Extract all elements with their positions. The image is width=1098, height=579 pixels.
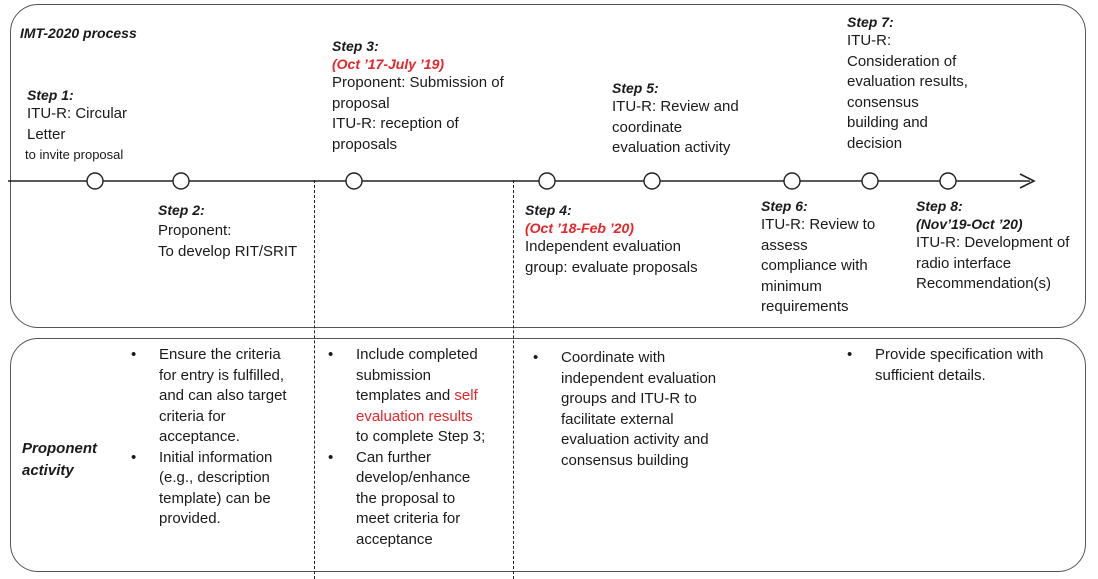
step-6-line: minimum	[761, 277, 822, 295]
bullet-line: submission	[356, 366, 432, 384]
activity-col-1	[125, 345, 287, 530]
step-3-line: proposals	[332, 135, 398, 153]
separator-step4-left	[513, 180, 514, 579]
step-5	[612, 79, 739, 159]
step-7-line: decision	[847, 134, 903, 152]
milestone-circle-step5	[644, 173, 660, 189]
milestone-circle-step2	[173, 173, 189, 189]
proponent-activity-label	[22, 438, 97, 482]
separator-step3-left	[314, 180, 315, 579]
activity-col-2	[322, 345, 485, 550]
step-4	[525, 201, 698, 278]
step-4-date: (Oct ’18-Feb ’20)	[525, 220, 634, 236]
step-3-line: ITU-R: reception of	[332, 115, 459, 132]
bullet-line: consensus building	[561, 451, 689, 469]
milestone-circle-step8	[940, 173, 956, 189]
milestone-circle-step7	[862, 173, 878, 189]
list-item	[322, 345, 485, 448]
step-3-date: (Oct ’17-July ’19)	[332, 56, 445, 72]
step-6-line: assess	[761, 236, 808, 254]
step-7-label: Step 7:	[847, 14, 894, 30]
milestone-circle-step6	[784, 173, 800, 189]
step-3-line: proposal	[332, 94, 390, 112]
step-2-label: Step 2:	[158, 202, 205, 218]
self-evaluation-highlight: evaluation results	[356, 407, 473, 425]
bullet-line: (e.g., description	[159, 469, 270, 486]
step-8	[916, 197, 1069, 295]
step-5-line: coordinate	[612, 118, 683, 136]
step-6	[761, 197, 875, 318]
self-evaluation-highlight: self	[454, 387, 478, 404]
step-1-line: ITU-R: Circular	[27, 105, 127, 122]
bullet-line: for entry is fulfilled,	[159, 366, 285, 384]
activity-col-4	[841, 345, 1043, 386]
step-4-line: Independent evaluation	[525, 238, 681, 255]
bullet-line: groups and ITU-R to	[561, 390, 697, 407]
bullet-line-mixed	[356, 386, 485, 407]
bullet-line: template) can be	[159, 489, 271, 507]
list-item	[125, 345, 287, 448]
step-5-line: evaluation activity	[612, 139, 731, 156]
step-1-label: Step 1:	[27, 87, 74, 103]
proponent-label-line: Proponent	[22, 440, 97, 457]
bullet-line: • Coordinate with	[561, 349, 666, 366]
bullet-line: • Ensure the criteria	[159, 346, 281, 363]
step-8-date: (Nov’19-Oct ’20)	[916, 216, 1023, 232]
bullet-line: meet criteria for	[356, 510, 461, 527]
step-8-line: Recommendation(s)	[916, 275, 1052, 292]
step-7-line: ITU-R:	[847, 32, 892, 49]
step-4-label: Step 4:	[525, 202, 572, 218]
step-7-line: Consideration of	[847, 52, 957, 70]
bullet-line: acceptance	[356, 530, 433, 548]
bullet-line: develop/enhance	[356, 469, 471, 486]
milestone-circle-step3	[346, 173, 362, 189]
step-3	[332, 37, 504, 155]
list-item	[527, 348, 716, 471]
bullet-line: provided.	[159, 510, 221, 527]
step-6-line: ITU-R: Review to	[761, 216, 876, 233]
bullet-line: • Provide specification with	[875, 346, 1044, 363]
step-1-line: Letter	[27, 125, 66, 143]
step-7-line: evaluation results,	[847, 73, 968, 90]
step-2-line: To develop RIT/SRIT	[158, 242, 298, 260]
step-1	[27, 86, 127, 166]
proponent-label-line: activity	[22, 462, 74, 479]
step-8-line: ITU-R: Development of	[916, 234, 1070, 251]
bullet-line: • Include completed	[356, 346, 478, 363]
step-3-label: Step 3:	[332, 38, 379, 54]
step-7	[847, 13, 968, 154]
bullet-line: independent evaluation	[561, 369, 717, 387]
milestone-circle-step1	[87, 173, 103, 189]
step-2	[158, 201, 297, 262]
bullet-line: and can also target	[159, 387, 287, 404]
activity-col-3	[527, 348, 716, 471]
bullet-line: acceptance.	[159, 428, 240, 445]
bullet-line: the proposal to	[356, 489, 456, 507]
bullet-line: • Initial information	[159, 448, 273, 466]
step-8-line: radio interface	[916, 254, 1012, 272]
bullet-line: facilitate external	[561, 410, 674, 428]
step-6-line: requirements	[761, 298, 849, 315]
list-item	[841, 345, 1043, 386]
bullet-line: to complete Step 3;	[356, 428, 486, 445]
bullet-line: sufficient details.	[875, 366, 986, 384]
step-7-line: building and	[847, 114, 928, 131]
bullet-line: evaluation activity and	[561, 431, 709, 448]
milestone-circle-step4	[539, 173, 555, 189]
bullet-line: • Can further	[356, 448, 432, 466]
step-6-label: Step 6:	[761, 198, 808, 214]
list-item	[125, 448, 287, 530]
step-5-label: Step 5:	[612, 80, 659, 96]
diagram-title: IMT-2020 process	[20, 25, 137, 41]
step-8-label: Step 8:	[916, 198, 963, 214]
step-2-line: Proponent:	[158, 222, 232, 239]
list-item	[322, 448, 485, 551]
step-6-line: compliance with	[761, 257, 868, 274]
step-3-line: Proponent: Submission of	[332, 74, 504, 91]
bullet-line: criteria for	[159, 407, 226, 425]
step-7-line: consensus	[847, 93, 919, 111]
step-5-line: ITU-R: Review and	[612, 98, 739, 115]
step-1-line-small: to invite proposal	[25, 147, 124, 162]
bullet-text: templates and	[356, 387, 455, 404]
step-4-line: group: evaluate proposals	[525, 258, 698, 276]
